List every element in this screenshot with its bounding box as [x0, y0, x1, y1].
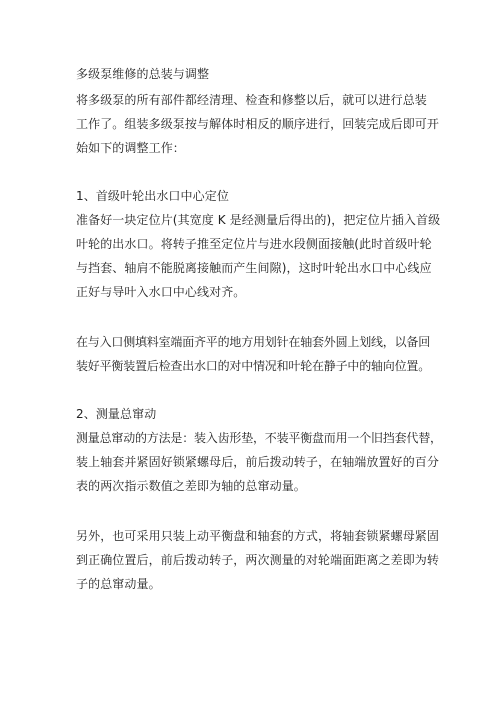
document-title: 多级泵维修的总装与调整 — [76, 67, 210, 81]
section-1-heading: 1、首级叶轮出水口中心定位 — [76, 189, 229, 203]
section-2-para-1-line-1: 测量总窜动的方法是：装入齿形垫，不装平衡盘而用一个旧挡套代替， — [76, 431, 442, 445]
section-1-para-1-line-2: 叶轮的出水口。将转子推至定位片与进水段侧面接触(此时首级叶轮 — [76, 237, 432, 251]
section-2-heading: 2、测量总窜动 — [76, 407, 157, 421]
section-1-para-1-line-1: 准备好一块定位片(其宽度 K 是经测量后得出的)，把定位片插入首级 — [76, 213, 441, 227]
section-2-para-2-line-1: 另外，也可采用只装上动平衡盘和轴套的方式，将轴套锁紧螺母紧固 — [76, 529, 440, 543]
intro-line-3: 始如下的调整工作： — [76, 141, 185, 155]
section-2-para-2-line-2: 到正确位置后，前后拨动转子，两次测量的对轮端面距离之差即为转 — [76, 553, 440, 567]
intro-line-2: 工作了。组装多级泵按与解体时相反的顺序进行，回装完成后即可开 — [76, 117, 440, 131]
section-1-para-2-line-2: 装好平衡装置后检查出水口的对中情况和叶轮在静子中的轴向位置。 — [76, 359, 431, 373]
section-2-para-1-line-3: 表的两次指示数值之差即为轴的总窜动量。 — [76, 479, 306, 493]
intro-line-1: 将多级泵的所有部件都经清理、检查和修整以后，就可以进行总装 — [76, 93, 427, 107]
section-1-para-1-line-4: 正好与导叶入水口中心线对齐。 — [76, 285, 246, 299]
section-2-para-1-line-2: 装上轴套并紧固好锁紧螺母后，前后拨动转子，在轴端放置好的百分 — [76, 455, 440, 469]
section-1-para-1-line-3: 与挡套、轴肩不能脱离接触而产生间隙)，这时叶轮出水口中心线应 — [76, 261, 432, 275]
section-1-para-2-line-1: 在与入口侧填料室端面齐平的地方用划针在轴套外圆上划线，以备回 — [76, 335, 431, 349]
section-2-para-2-line-3: 子的总窜动量。 — [76, 577, 161, 591]
